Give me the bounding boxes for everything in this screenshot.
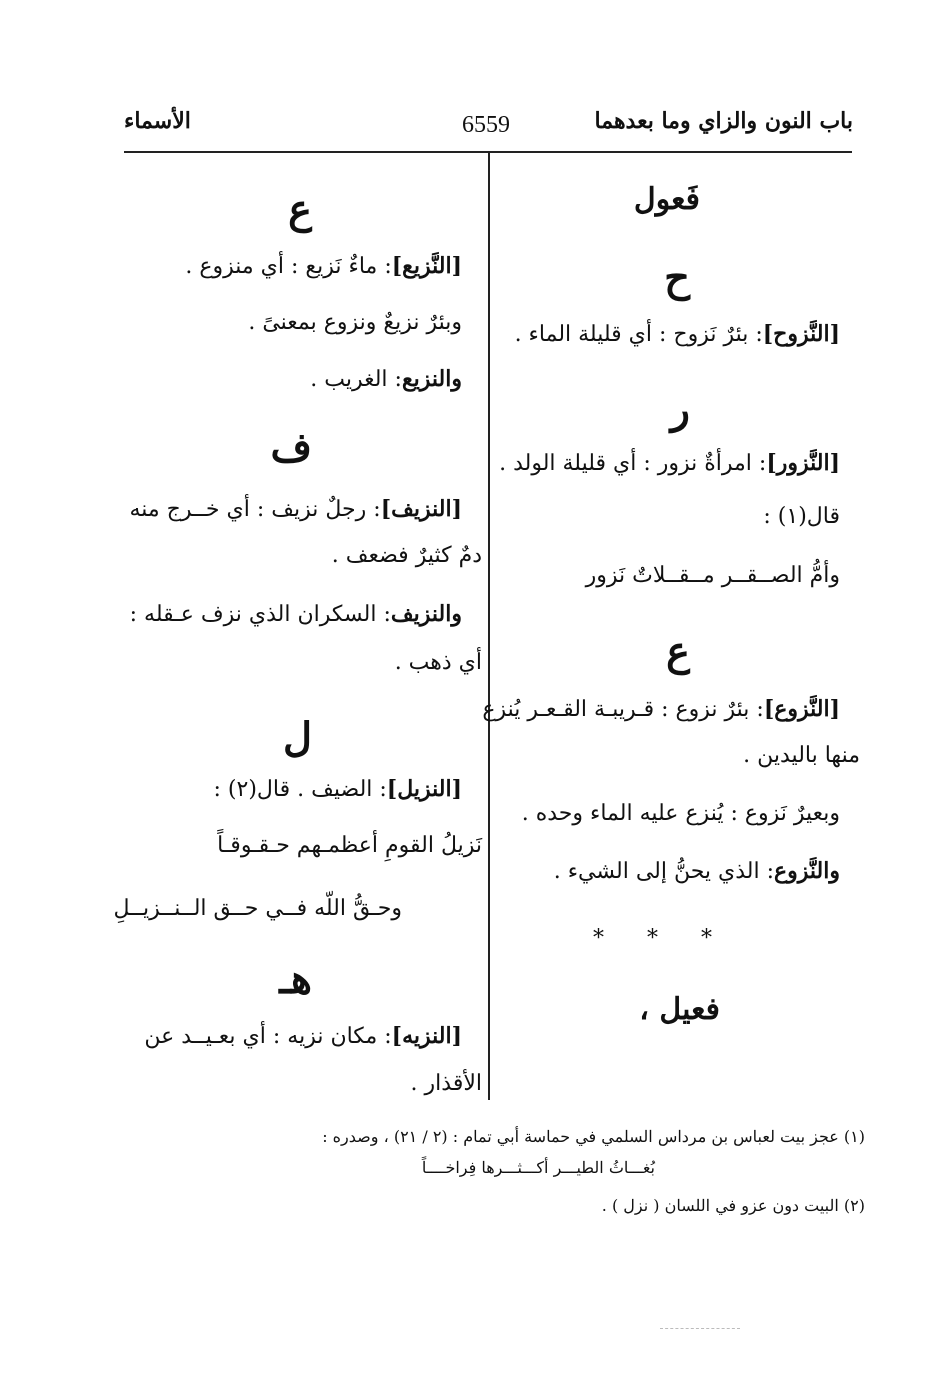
left-column: [113, 0, 482, 1100]
running-title: باب النون والزاي وما بعدهما: [594, 108, 853, 134]
entry: قال(١) :: [763, 504, 840, 529]
entry: الأقذار .: [410, 1071, 482, 1096]
entry: منها باليدين .: [743, 743, 860, 768]
letter-heading: ع: [288, 186, 312, 233]
entry: والنَّزوع: الذي يحنُّ إلى الشيء .: [553, 858, 840, 884]
column-divider: [488, 152, 490, 1100]
entry: [النَّزيع]: ماءٌ نَزيع : أي منزوع .: [185, 253, 462, 279]
entry: [النزيه]: مكان نزيه : أي بعـيــد عن: [144, 1023, 462, 1049]
verse: وحـقُّ اللّه فــي حــق الــنــزيــلِ: [113, 896, 402, 921]
footnote-verse: بُغـــاثُ الطيـــر أكـــثـــرها فِراخــــاً: [421, 1158, 655, 1177]
next-pattern-heading: فعيل ،: [639, 992, 720, 1027]
letter-heading: ف: [270, 424, 312, 471]
letter-heading: ل: [282, 714, 312, 761]
footnote: (١) عجز بيت لعباس بن مرداس السلمي في حماسة أبي تمام : (٢ / ٢١) ، وصدره :: [322, 1127, 865, 1146]
footnote: (٢) البيت دون عزو في اللسان ( نزل ) .: [601, 1196, 865, 1215]
entry: أي ذهب .: [394, 650, 482, 675]
pattern-heading: فَعول: [633, 182, 700, 217]
entry: والنزيع: الغريب .: [310, 366, 462, 392]
section-title: الأسماء: [124, 108, 191, 134]
letter-heading: هـ: [279, 956, 312, 1003]
separator: * * *: [593, 926, 730, 951]
verse: وأمُّ الصــقــر مــقــلاتٌ نَزور: [585, 563, 840, 588]
entry: [النزيف]: رجلٌ نزيف : أي خــرج منه: [129, 496, 462, 522]
entry: [النزيل]: الضيف . قال(٢) :: [213, 776, 462, 802]
entry: والنزيف: السكران الذي نزف عـقله :: [129, 601, 462, 627]
entry: [النَّزوع]: بئرٌ نزوع : قـريبـة القـعـر يُنزع: [482, 696, 840, 722]
letter-heading: ع: [666, 628, 690, 675]
entry: وبئرٌ نزيعٌ ونزوع بمعنىً .: [248, 310, 462, 335]
letter-heading: ح: [664, 254, 690, 301]
entry: دمٌ كثيرٌ فضعف .: [331, 543, 482, 568]
page-number: 6559: [462, 112, 510, 138]
letter-heading: ر: [670, 386, 690, 433]
verse: نَزيلُ القومِ أعظمـهم حـقـوقـاً: [217, 833, 482, 858]
entry: [النَّزور]: امرأةٌ نزور : أي قليلة الولد .: [499, 450, 840, 476]
entry: [النَّزوح]: بئرٌ نَزوح : أي قليلة الماء .: [514, 321, 840, 347]
scan-smudge: [660, 1328, 740, 1335]
entry: وبعيرٌ نَزوع : يُنزع عليه الماء وحده .: [521, 801, 840, 826]
